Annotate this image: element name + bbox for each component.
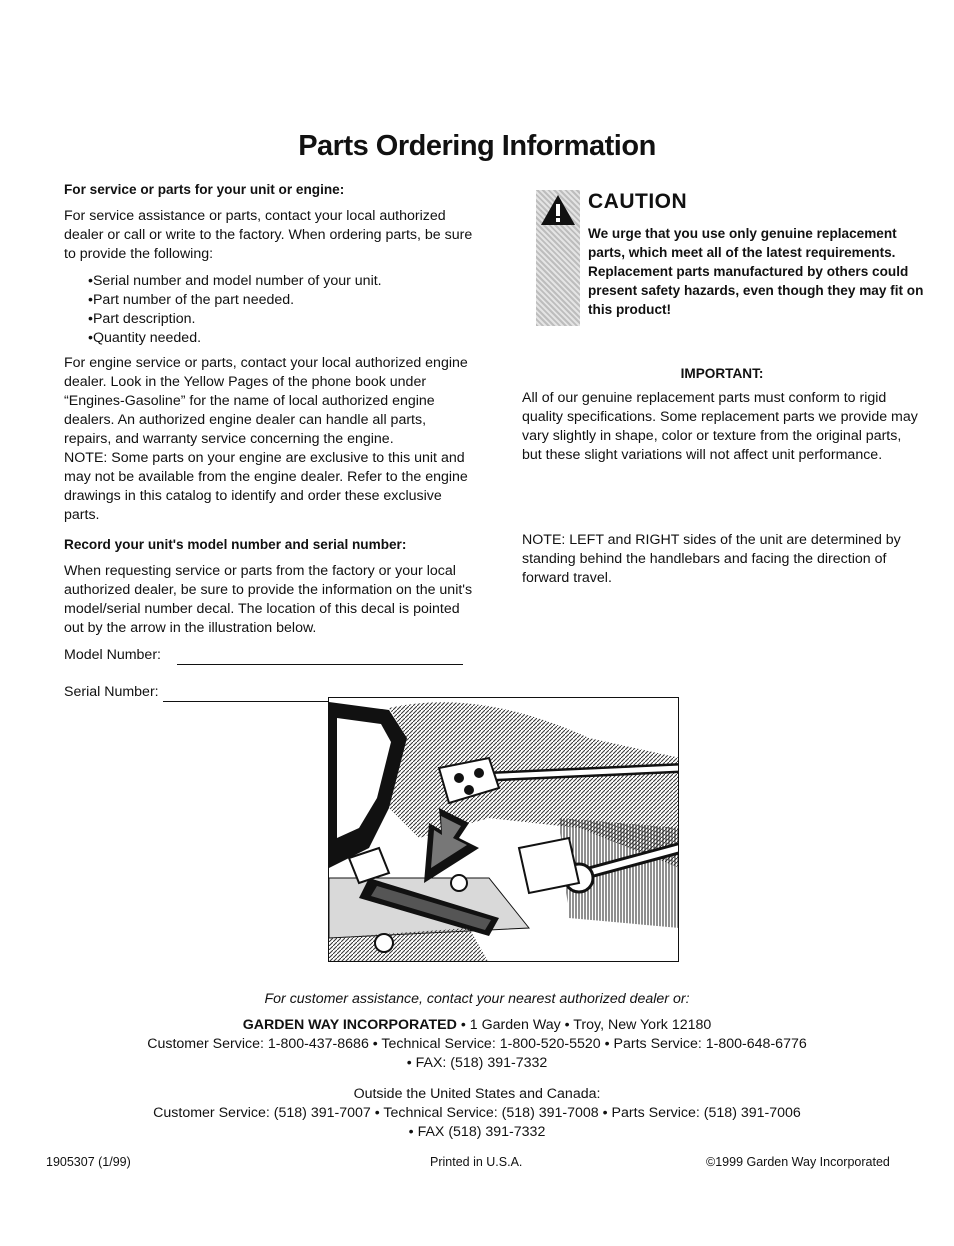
assistance-line: For customer assistance, contact your nearest authorized dealer or:: [264, 991, 690, 1007]
page-title: Parts Ordering Information: [298, 130, 656, 162]
intl-phone-line: Customer Service: (518) 391-7007 • Technical Service: (518) 391-7008 • Parts Service: (518) 391-7006: [153, 1105, 801, 1121]
record-heading: Record your unit's model number and serial number:: [64, 537, 407, 552]
company-address: • 1 Garden Way • Troy, New York 12180: [460, 1017, 712, 1033]
list-item: • Part description.: [88, 310, 474, 329]
caution-heading: CAUTION: [588, 190, 688, 213]
right-column: [522, 190, 922, 596]
us-phone-line: Customer Service: 1-800-437-8686 • Technical Service: 1-800-520-5520 • Parts Service: 1-800-648-6776: [147, 1036, 807, 1052]
serial-number-label: Serial Number:: [64, 684, 159, 700]
engine-paragraph: For engine service or parts, contact your local authorized engine dealer. Look in the Yellow Pages of the phone book under “Engines-Gasoline” for the name of local authorized engine dealers. An authorized engine dealer can handle all parts, repairs, and warranty service concerning the engine.: [64, 355, 468, 447]
ordering-checklist: [88, 272, 474, 348]
list-item: • Quantity needed.: [88, 329, 474, 348]
us-fax-line: • FAX: (518) 391-7332: [406, 1055, 548, 1071]
left-right-note: NOTE: LEFT and RIGHT sides of the unit are determined by standing behind the handlebars and facing the direction of forward travel.: [522, 532, 901, 586]
important-heading: IMPORTANT:: [680, 366, 764, 381]
model-number-label: Model Number:: [64, 647, 161, 663]
warning-triangle-icon: [540, 194, 576, 226]
printed-in: Printed in U.S.A.: [430, 1155, 523, 1169]
service-heading: For service or parts for your unit or engine:: [64, 182, 345, 197]
record-paragraph: When requesting service or parts from the factory or your local authorized dealer, be sure to provide the information on the unit's model/serial number decal. The location of this decal is pointed out by the arrow in the illustration below.: [64, 563, 473, 636]
left-column: [64, 180, 474, 702]
list-item: • Part number of the part needed.: [88, 291, 474, 310]
footer: [0, 990, 954, 1142]
company-name: GARDEN WAY INCORPORATED: [242, 1017, 457, 1033]
service-paragraph: For service assistance or parts, contact your local authorized dealer or call or write to the factory. When ordering parts, be sure to provide the following:: [64, 208, 473, 262]
note-paragraph: NOTE: Some parts on your engine are exclusive to this unit and may not be available from the engine dealer. Refer to the engine drawings in this catalog to identify and order these exclusive parts.: [64, 450, 468, 523]
model-number-field[interactable]: [177, 648, 463, 665]
company-line: [0, 1016, 954, 1035]
list-item: • Serial number and model number of your unit.: [88, 272, 474, 291]
serial-decal-illustration: [328, 697, 679, 962]
important-paragraph: All of our genuine replacement parts must conform to rigid quality specifications. Some replacement parts we provide may vary slightly in shape, color or texture from the original parts, but these slight variations will not affect unit performance.: [522, 390, 918, 463]
intl-fax-line: • FAX (518) 391-7332: [408, 1124, 546, 1140]
outside-label: Outside the United States and Canada:: [353, 1086, 601, 1102]
machine-drawing: [329, 698, 679, 962]
caution-box: [522, 190, 922, 330]
caution-text: We urge that you use only genuine replacement parts, which meet all of the latest requirements. Replacement parts manufactured by others could present safety hazards, even though they may fit on this product!: [588, 226, 924, 317]
copyright: ©1999 Garden Way Incorporated: [706, 1155, 890, 1169]
document-number: 1905307 (1/99): [46, 1155, 131, 1169]
model-number-row: [64, 646, 474, 665]
